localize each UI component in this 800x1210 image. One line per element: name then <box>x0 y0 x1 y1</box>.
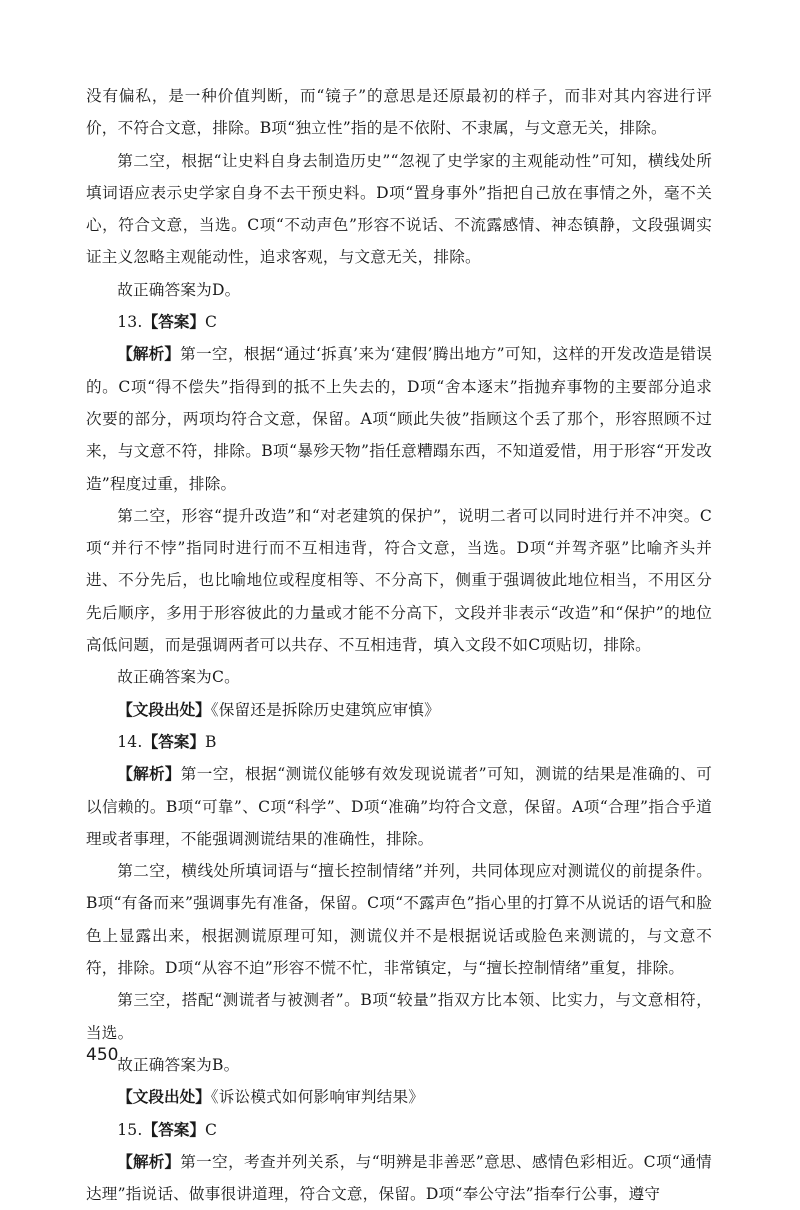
q14-conclusion: 故正确答案为B。 <box>117 1055 240 1074</box>
q15-answer: C <box>204 1120 218 1139</box>
q12-blank2: 第二空，根据“让史料自身去制造历史”“忽视了史学家的主观能动性”可知，横线处所填词语应表示史学家自身不去干预史料。D项“置身事外”指把自己放在事情之外，毫不关心，符合文意，当选。C项“不动声色”形容不说话、不流露感情、神态镇静，文段强调实证主义忽略主观能动性，追求客观，与文意无关，排除。 <box>86 151 712 267</box>
q14-number: 14. <box>117 732 143 751</box>
q14-blank3: 第三空，搭配“测谎者与被测者”。B项“较量”指双方比本领、比实力，与文意相符，当选。 <box>86 991 712 1042</box>
q14-source-line <box>86 1081 712 1113</box>
q13-answer: C <box>204 313 218 332</box>
q13-conclusion: 故正确答案为C。 <box>117 668 240 687</box>
q12-continuation: 没有偏私，是一种价值判断，而“镜子”的意思是还原最初的样子，而非对其内容进行评价，不符合文意，排除。B项“独立性”指的是不依附、不隶属，与文意无关，排除。 <box>86 87 712 138</box>
q13-number: 13. <box>117 313 143 332</box>
q13-source: 《保留还是拆除历史建筑应审慎》 <box>210 700 440 719</box>
q15-answer-tag: 【答案】 <box>142 1120 205 1139</box>
q13-analysis-blank1 <box>86 338 712 499</box>
q14-source-tag: 【文段出处】 <box>117 1088 211 1107</box>
q13-source-line <box>86 694 712 726</box>
q13-blank2: 第二空，形容“提升改造”和“对老建筑的保护”，说明二者可以同时进行并不冲突。C项“并行不悖”指同时进行而不互相违背，符合文意，当选。D项“并驾齐驱”比喻齐头并进、不分先后，也比喻地位或程度相等、不分高下，侧重于强调彼此地位相当，不用区分先后顺序，多用于形容彼此的力量或才能不分高下，文段并非表示“改造”和“保护”的地位高低问题，而是强调两者可以共存、不互相违背，填入文段不如C项贴切，排除。 <box>86 506 712 655</box>
q14-analysis-tag: 【解析】 <box>117 765 181 784</box>
q15-analysis-tag: 【解析】 <box>117 1152 181 1171</box>
q14-blank2: 第二空，横线处所填词语与“擅长控制情绪”并列，共同体现应对测谎仪的前提条件。B项“有备而来”强调事先有准备，保留。C项“不露声色”指心里的打算不从说话的语气和脸色上显露出来，根据测谎原理可知，测谎仪并不是根据说话或脸色来测谎的，与文意不符，排除。D项“从容不迫”形容不慌不忙，非常镇定，与“擅长控制情绪”重复，排除。 <box>86 862 712 978</box>
q15-number: 15. <box>117 1120 143 1139</box>
q14-answer-line <box>86 726 712 758</box>
q14-blank1: 第一空，根据“测谎仪能够有效发现说谎者”可知，测谎的结果是准确的、可以信赖的。B项“可靠”、C项“科学”、D项“准确”均符合文意，保留。A项“合理”指合乎道理或者事理，不能强调测谎结果的准确性，排除。 <box>86 765 712 848</box>
q12-conclusion: 故正确答案为D。 <box>117 280 241 299</box>
q14-analysis-blank1 <box>86 758 712 855</box>
page-number: 450 <box>86 1045 119 1065</box>
q15-blank1: 第一空，考查并列关系，与“明辨是非善恶”意思、感情色彩相近。C项“通情达理”指说话、做事很讲道理，符合文意，保留。D项“奉公守法”指奉行公事，遵守 <box>86 1152 712 1204</box>
q13-blank1: 第一空，根据“通过‘拆真’来为‘建假’腾出地方”可知，这样的开发改造是错误的。C项“得不偿失”指得到的抵不上失去的，D项“舍本逐末”指抛弃事物的主要部分追求次要的部分，两项均符合文意，保留。A项“顾此失彼”指顾这个丢了那个，形容照顾不过来，与文意不符，排除。B项“暴殄天物”指任意糟蹋东西，不知道爱惜，用于形容“开发改造”程度过重，排除。 <box>86 345 712 493</box>
q14-answer-tag: 【答案】 <box>142 732 205 751</box>
q14-source: 《诉讼模式如何影响审判结果》 <box>210 1088 425 1107</box>
q15-analysis-blank1 <box>86 1146 712 1210</box>
q14-answer: B <box>204 732 217 751</box>
q13-analysis-tag: 【解析】 <box>117 345 181 364</box>
answer-explanation-page <box>86 80 712 1210</box>
q13-source-tag: 【文段出处】 <box>117 700 211 719</box>
q15-answer-line <box>86 1114 712 1146</box>
q13-answer-tag: 【答案】 <box>142 313 205 332</box>
q13-answer-line <box>86 306 712 338</box>
